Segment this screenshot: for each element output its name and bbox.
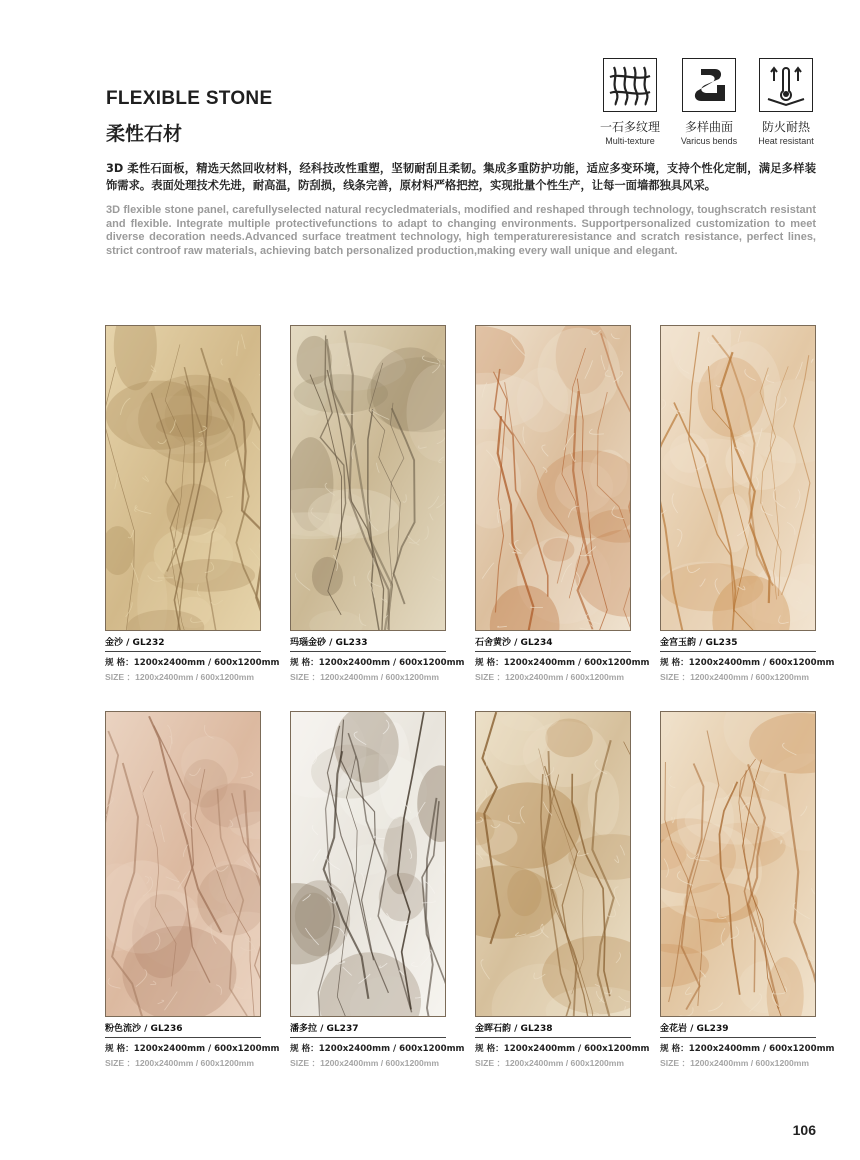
product-spec-cn: 规 格：1200x2400mm / 600x1200mm [290, 658, 465, 668]
product-spec-cn: 规 格：1200x2400mm / 600x1200mm [105, 658, 280, 668]
feature-label-cn: 一石多纹理 [599, 120, 660, 134]
product-name: 金宫玉韵 / GL235 [660, 635, 816, 652]
product-spec-cn: 规 格：1200x2400mm / 600x1200mm [105, 1044, 280, 1054]
product-name: 金晖石韵 / GL238 [475, 1021, 631, 1038]
product-spec-cn: 规 格：1200x2400mm / 600x1200mm [475, 1044, 650, 1054]
product-card[interactable] [290, 325, 465, 683]
page-title-en: FLEXIBLE STONE [106, 88, 273, 109]
product-card[interactable] [105, 325, 280, 683]
feature-heat-resistant [750, 58, 822, 146]
various-bends-icon [682, 58, 736, 112]
heat-resistant-icon [759, 58, 813, 112]
product-card[interactable] [660, 711, 835, 1069]
product-card[interactable] [105, 711, 280, 1069]
multi-texture-icon [603, 58, 657, 112]
product-spec-en: SIZE ：1200x2400mm / 600x1200mm [660, 1058, 810, 1068]
product-spec-en: SIZE ：1200x2400mm / 600x1200mm [290, 672, 440, 682]
product-name: 潘多拉 / GL237 [290, 1021, 446, 1038]
product-name: 粉色流沙 / GL236 [105, 1021, 261, 1038]
description-en: 3D flexible stone panel, carefullyselected natural recycledmaterials, modified and reshaped through technology, toughscratch resistant and flexible. Integrate multiple protectivefunctions to adapt to changing environments. Supportpersonalized customization to meet diverse decoration needs.Advanced surface treatment technology, high temperatureresistance and scratch resistance, perfect lines, strict controof raw materials, achieving batch personalized production,making every wall unique and elegant. [106, 204, 816, 257]
stone-sample-image [660, 325, 816, 631]
feature-label-en: Multi-texture [605, 136, 655, 146]
stone-sample-image [660, 711, 816, 1017]
product-spec-en: SIZE ：1200x2400mm / 600x1200mm [660, 672, 810, 682]
feature-multi-texture [594, 58, 666, 146]
product-card[interactable] [290, 711, 465, 1069]
product-spec-en: SIZE ：1200x2400mm / 600x1200mm [475, 672, 625, 682]
product-name: 玛瑙金砂 / GL233 [290, 635, 446, 652]
product-card[interactable] [660, 325, 835, 683]
stone-sample-image [290, 325, 446, 631]
stone-sample-image [105, 325, 261, 631]
feature-label-en: Heat resistant [758, 136, 814, 146]
product-name: 金沙 / GL232 [105, 635, 261, 652]
stone-sample-image [475, 711, 631, 1017]
product-spec-cn: 规 格：1200x2400mm / 600x1200mm [660, 1044, 835, 1054]
stone-sample-image [290, 711, 446, 1017]
page-title-cn: 柔性石材 [106, 123, 183, 145]
product-card[interactable] [475, 325, 650, 683]
page-number: 106 [792, 1122, 816, 1138]
product-spec-en: SIZE ：1200x2400mm / 600x1200mm [105, 1058, 255, 1068]
stone-sample-image [475, 325, 631, 631]
product-name: 金花岩 / GL239 [660, 1021, 816, 1038]
description-cn: 3D 柔性石面板，精选天然回收材料，经科技改性重塑，坚韧耐刮且柔韧。集成多重防护功能，适应多变环境，支持个性化定制，满足多样装饰需求。表面处理技术先进，耐高温，防刮损，线条完善，原材料严格把控，实现批量个性生产，让每一面墙都独具风采。 [106, 162, 816, 192]
stone-sample-image [105, 711, 261, 1017]
feature-label-cn: 多样曲面 [684, 120, 733, 134]
product-spec-en: SIZE ：1200x2400mm / 600x1200mm [475, 1058, 625, 1068]
product-card[interactable] [475, 711, 650, 1069]
product-spec-en: SIZE ：1200x2400mm / 600x1200mm [290, 1058, 440, 1068]
feature-label-en: Varicus bends [680, 136, 738, 146]
product-name: 石舍黄沙 / GL234 [475, 635, 631, 652]
feature-various-bends [673, 58, 745, 146]
product-spec-cn: 规 格：1200x2400mm / 600x1200mm [475, 658, 650, 668]
product-spec-en: SIZE ：1200x2400mm / 600x1200mm [105, 672, 255, 682]
feature-label-cn: 防火耐热 [761, 120, 810, 134]
product-spec-cn: 规 格：1200x2400mm / 600x1200mm [660, 658, 835, 668]
product-spec-cn: 规 格：1200x2400mm / 600x1200mm [290, 1044, 465, 1054]
